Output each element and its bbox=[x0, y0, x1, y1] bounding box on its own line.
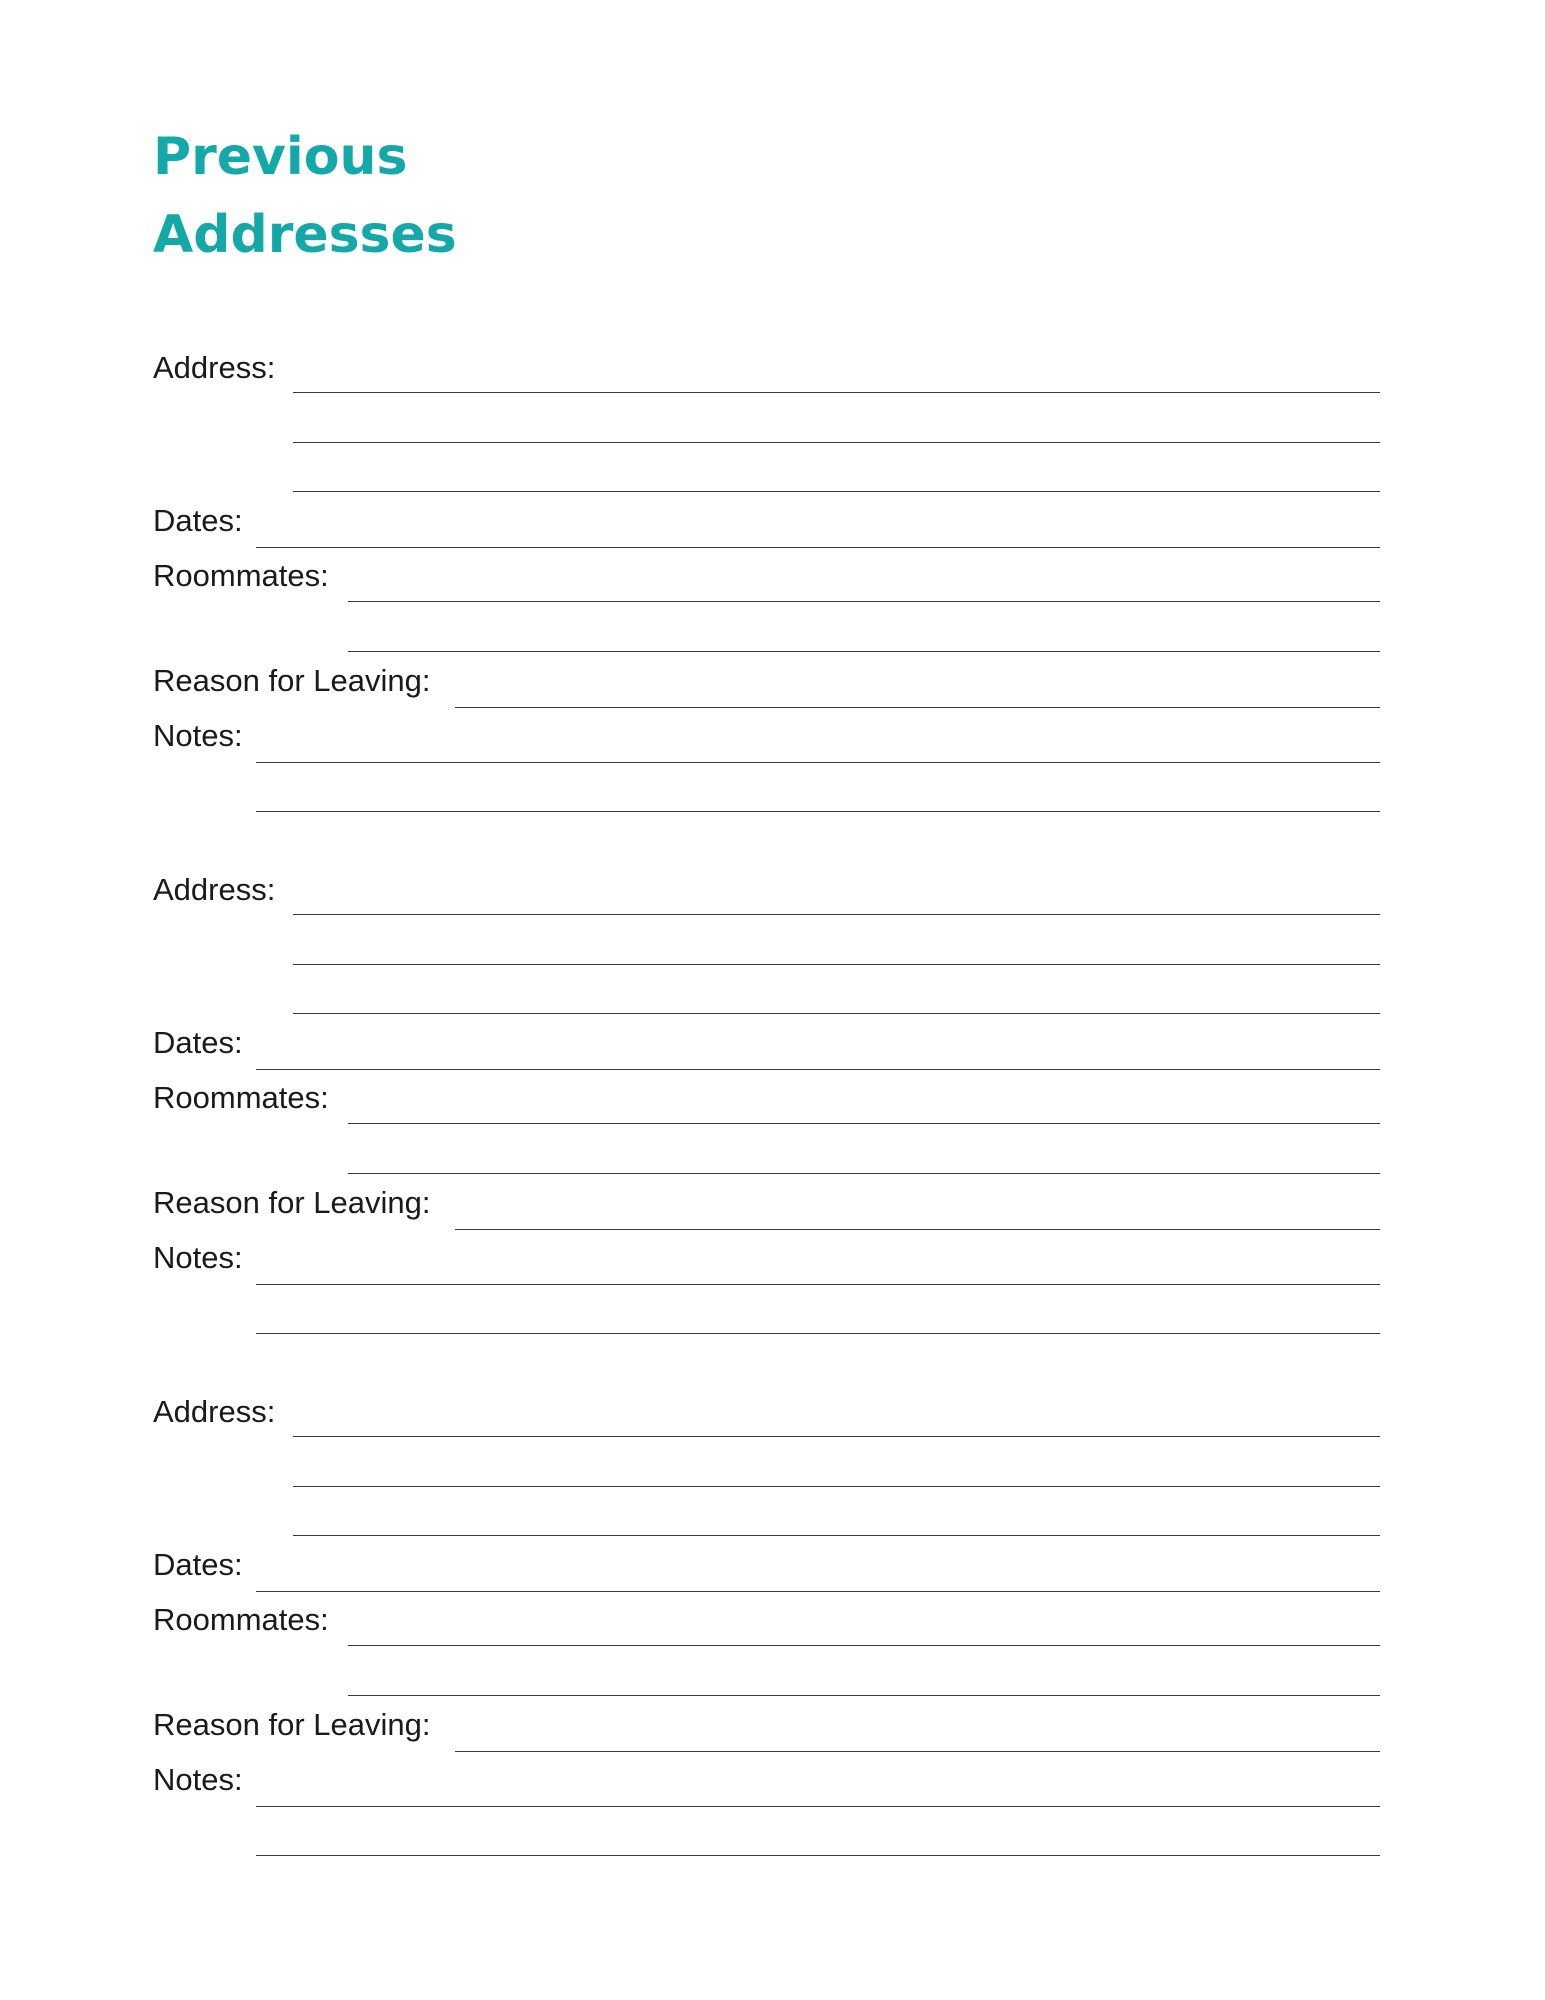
address-label: Address: bbox=[153, 350, 276, 385]
address-line-2[interactable] bbox=[293, 442, 1380, 443]
address-line-3[interactable] bbox=[293, 1535, 1380, 1536]
notes-line-2[interactable] bbox=[256, 1333, 1380, 1334]
notes-line-2[interactable] bbox=[256, 811, 1380, 812]
dates-line[interactable] bbox=[256, 547, 1380, 548]
notes-label: Notes: bbox=[153, 718, 243, 753]
dates-label: Dates: bbox=[153, 1547, 243, 1582]
reason-for-leaving-label: Reason for Leaving: bbox=[153, 1707, 431, 1742]
notes-label: Notes: bbox=[153, 1762, 243, 1797]
roommates-line-1[interactable] bbox=[348, 1645, 1380, 1646]
dates-line[interactable] bbox=[256, 1591, 1380, 1592]
notes-line-1[interactable] bbox=[256, 1284, 1380, 1285]
page-title-line-1: Previous bbox=[153, 127, 408, 187]
address-line-1[interactable] bbox=[293, 392, 1380, 393]
address-label: Address: bbox=[153, 872, 276, 907]
roommates-label: Roommates: bbox=[153, 1080, 329, 1115]
dates-line[interactable] bbox=[256, 1069, 1380, 1070]
address-label: Address: bbox=[153, 1394, 276, 1429]
reason-for-leaving-line[interactable] bbox=[455, 1751, 1380, 1752]
roommates-line-1[interactable] bbox=[348, 1123, 1380, 1124]
reason-for-leaving-line[interactable] bbox=[455, 707, 1380, 708]
page-title bbox=[153, 118, 457, 274]
notes-line-1[interactable] bbox=[256, 1806, 1380, 1807]
roommates-line-2[interactable] bbox=[348, 1173, 1380, 1174]
notes-line-2[interactable] bbox=[256, 1855, 1380, 1856]
reason-for-leaving-label: Reason for Leaving: bbox=[153, 663, 431, 698]
dates-label: Dates: bbox=[153, 1025, 243, 1060]
address-line-1[interactable] bbox=[293, 1436, 1380, 1437]
notes-line-1[interactable] bbox=[256, 762, 1380, 763]
dates-label: Dates: bbox=[153, 503, 243, 538]
reason-for-leaving-label: Reason for Leaving: bbox=[153, 1185, 431, 1220]
address-line-2[interactable] bbox=[293, 964, 1380, 965]
roommates-label: Roommates: bbox=[153, 1602, 329, 1637]
roommates-line-1[interactable] bbox=[348, 601, 1380, 602]
address-line-3[interactable] bbox=[293, 491, 1380, 492]
address-line-2[interactable] bbox=[293, 1486, 1380, 1487]
notes-label: Notes: bbox=[153, 1240, 243, 1275]
roommates-line-2[interactable] bbox=[348, 651, 1380, 652]
address-line-1[interactable] bbox=[293, 914, 1380, 915]
page-title-line-2: Addresses bbox=[153, 205, 457, 265]
reason-for-leaving-line[interactable] bbox=[455, 1229, 1380, 1230]
roommates-line-2[interactable] bbox=[348, 1695, 1380, 1696]
address-line-3[interactable] bbox=[293, 1013, 1380, 1014]
roommates-label: Roommates: bbox=[153, 558, 329, 593]
